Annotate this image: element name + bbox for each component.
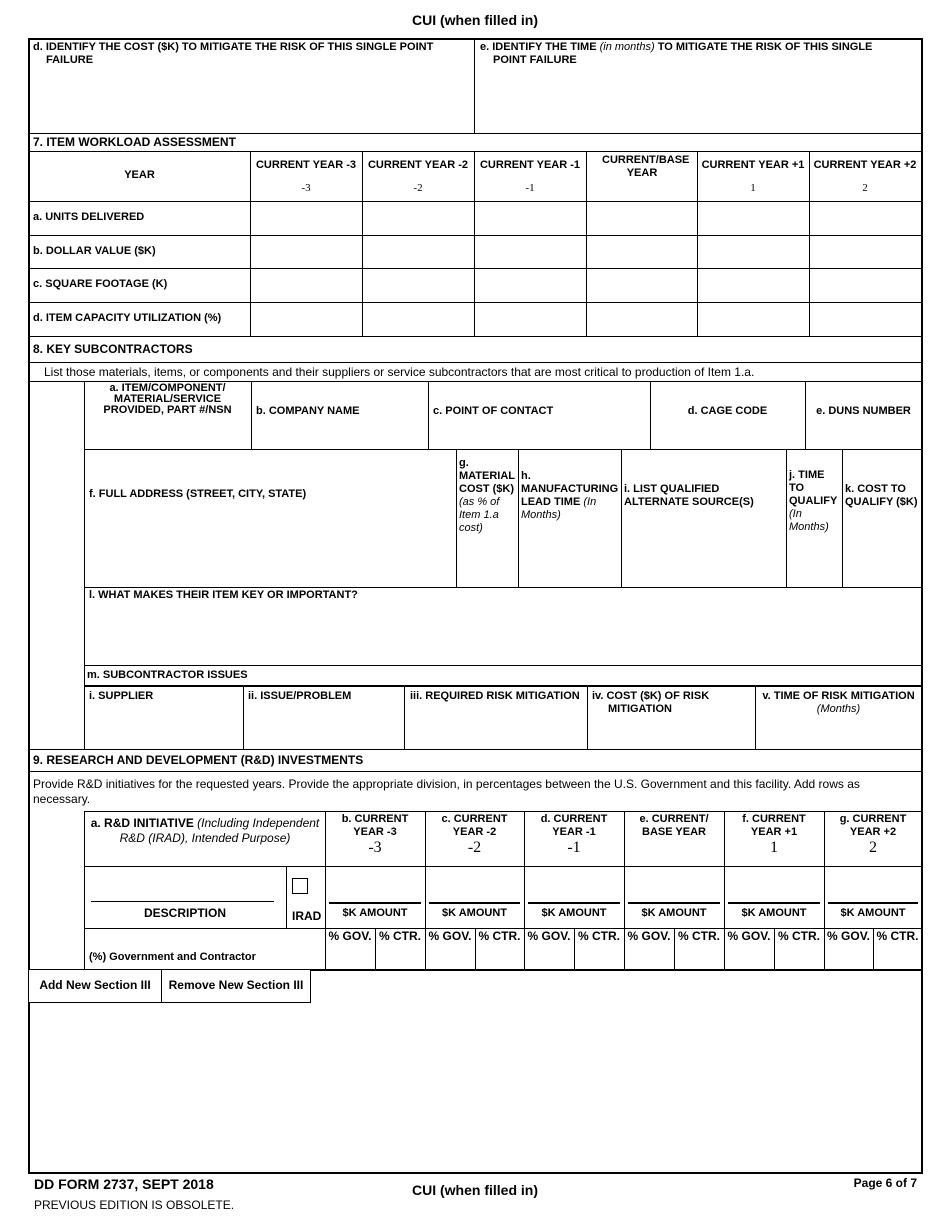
irad-checkbox[interactable]: [292, 878, 308, 894]
gov-percent-label: % GOV.: [827, 929, 870, 943]
rd-initiative-label: a. R&D INITIATIVE (Including Independent R&D (IRAD), Intended Purpose): [90, 816, 320, 845]
rd-year-header: g. CURRENT YEAR +2 2: [839, 813, 907, 856]
rd-year-header: b. CURRENT YEAR -3 -3: [341, 813, 409, 856]
ctr-percent-label: % CTR.: [379, 929, 421, 943]
subcontractors-instruction: List those materials, items, or components and their suppliers or service subcontractors that are most critical to production of Item 1.a.: [44, 365, 755, 379]
capacity-utilization-label: d. ITEM CAPACITY UTILIZATION (%): [33, 312, 222, 324]
obsolete-notice: PREVIOUS EDITION IS OBSOLETE.: [34, 1198, 235, 1212]
gov-percent-label: % GOV.: [527, 929, 571, 943]
workload-year-header: CURRENT YEAR +1 1: [701, 159, 805, 194]
add-new-section-button[interactable]: Add New Section III: [29, 970, 162, 1003]
workload-year-header: CURRENT YEAR -3 -3: [255, 159, 357, 194]
cui-marking-bottom: CUI (when filled in): [412, 1182, 538, 1198]
cage-code-label: d. CAGE CODE: [687, 405, 768, 417]
key-item-question-label: l. WHAT MAKES THEIR ITEM KEY OR IMPORTANT?: [89, 589, 358, 601]
risk-mitigation-cost-label: iv. COST ($K) OF RISK MITIGATION: [592, 690, 710, 715]
issue-problem-label: ii. ISSUE/PROBLEM: [248, 690, 352, 702]
ctr-percent-label: % CTR.: [876, 929, 919, 943]
remove-new-section-button[interactable]: Remove New Section III: [161, 970, 311, 1003]
risk-mitigation-time-label: v. TIME OF RISK MITIGATION (Months): [762, 690, 915, 715]
key-subcontractors-title: 8. KEY SUBCONTRACTORS: [33, 342, 193, 356]
rd-year-header: d. CURRENT YEAR -1 -1: [540, 813, 608, 856]
amount-label: $K AMOUNT: [641, 907, 707, 919]
ctr-percent-label: % CTR.: [578, 929, 620, 943]
workload-year-header: CURRENT YEAR +2 2: [813, 159, 917, 194]
time-to-qualify-label: j. TIME TO QUALIFY (In Months): [789, 469, 838, 533]
material-cost-label: g. MATERIAL COST ($K) (as % of Item 1.a cost): [459, 457, 515, 534]
cost-to-qualify-label: k. COST TO QUALIFY ($K): [845, 483, 918, 508]
full-address-label: f. FULL ADDRESS (STREET, CITY, STATE): [89, 488, 307, 500]
page-number: Page 6 of 7: [853, 1176, 917, 1190]
gov-percent-label: % GOV.: [727, 929, 771, 943]
amount-label: $K AMOUNT: [741, 907, 807, 919]
amount-label: $K AMOUNT: [442, 907, 507, 919]
time-to-mitigate-label: e. IDENTIFY THE TIME (in months) TO MITIGATE THE RISK OF THIS SINGLE POINT FAILURE: [480, 41, 873, 66]
ctr-percent-label: % CTR.: [678, 929, 720, 943]
description-label: DESCRIPTION: [143, 906, 226, 920]
amount-label: $K AMOUNT: [541, 907, 607, 919]
irad-label: IRAD: [292, 909, 322, 923]
subcontractor-issues-label: m. SUBCONTRACTOR ISSUES: [87, 669, 248, 681]
square-footage-label: c. SQUARE FOOTAGE (K): [33, 278, 168, 290]
units-delivered-label: a. UNITS DELIVERED: [33, 211, 145, 223]
form-number: DD FORM 2737, SEPT 2018: [34, 1176, 214, 1192]
amount-label: $K AMOUNT: [342, 907, 408, 919]
gov-percent-label: % GOV.: [627, 929, 671, 943]
rd-year-header: f. CURRENT YEAR +1 1: [742, 813, 806, 856]
gov-contractor-label: (%) Government and Contractor: [89, 951, 256, 963]
cost-to-mitigate-field[interactable]: [35, 74, 467, 130]
item-workload-title: 7. ITEM WORKLOAD ASSESSMENT: [33, 135, 236, 149]
amount-label: $K AMOUNT: [840, 907, 906, 919]
rd-instruction: Provide R&D initiatives for the requested years. Provide the appropriate division, in percentages between the U.S. Government and this facility. Add rows as necessary.: [33, 777, 860, 806]
year-label: YEAR: [124, 169, 155, 181]
rd-year-header: e. CURRENT/ BASE YEAR: [639, 813, 709, 838]
cui-marking-top: CUI (when filled in): [412, 12, 538, 28]
workload-year-header: CURRENT/BASE YEAR: [602, 154, 690, 179]
workload-year-header: CURRENT YEAR -2 -2: [367, 159, 469, 194]
duns-number-label: e. DUNS NUMBER: [816, 405, 911, 417]
ctr-percent-label: % CTR.: [478, 929, 521, 943]
rd-description-field[interactable]: [91, 870, 274, 899]
dollar-value-label: b. DOLLAR VALUE ($K): [33, 245, 156, 257]
rd-year-header: c. CURRENT YEAR -2 -2: [441, 813, 508, 856]
rd-investments-title: 9. RESEARCH AND DEVELOPMENT (R&D) INVESTMENTS: [33, 753, 364, 767]
cost-to-mitigate-label: d. IDENTIFY THE COST ($K) TO MITIGATE THE RISK OF THIS SINGLE POINT FAILURE: [33, 41, 434, 66]
item-component-label: a. ITEM/COMPONENT/ MATERIAL/SERVICE PROVIDED, PART #/NSN: [103, 382, 232, 416]
point-of-contact-label: c. POINT OF CONTACT: [433, 405, 554, 417]
alternate-sources-label: i. LIST QUALIFIED ALTERNATE SOURCE(S): [624, 483, 754, 508]
workload-year-header: CURRENT YEAR -1 -1: [479, 159, 581, 194]
supplier-label: i. SUPPLIER: [89, 690, 154, 702]
company-name-label: b. COMPANY NAME: [256, 405, 360, 417]
lead-time-label: h. MANUFACTURING LEAD TIME (In Months): [521, 470, 619, 521]
required-risk-mitigation-label: iii. REQUIRED RISK MITIGATION: [410, 690, 580, 702]
ctr-percent-label: % CTR.: [778, 929, 820, 943]
time-to-mitigate-field[interactable]: [480, 74, 916, 130]
gov-percent-label: % GOV.: [428, 929, 472, 943]
gov-percent-label: % GOV.: [328, 929, 372, 943]
key-item-field[interactable]: [89, 605, 917, 661]
